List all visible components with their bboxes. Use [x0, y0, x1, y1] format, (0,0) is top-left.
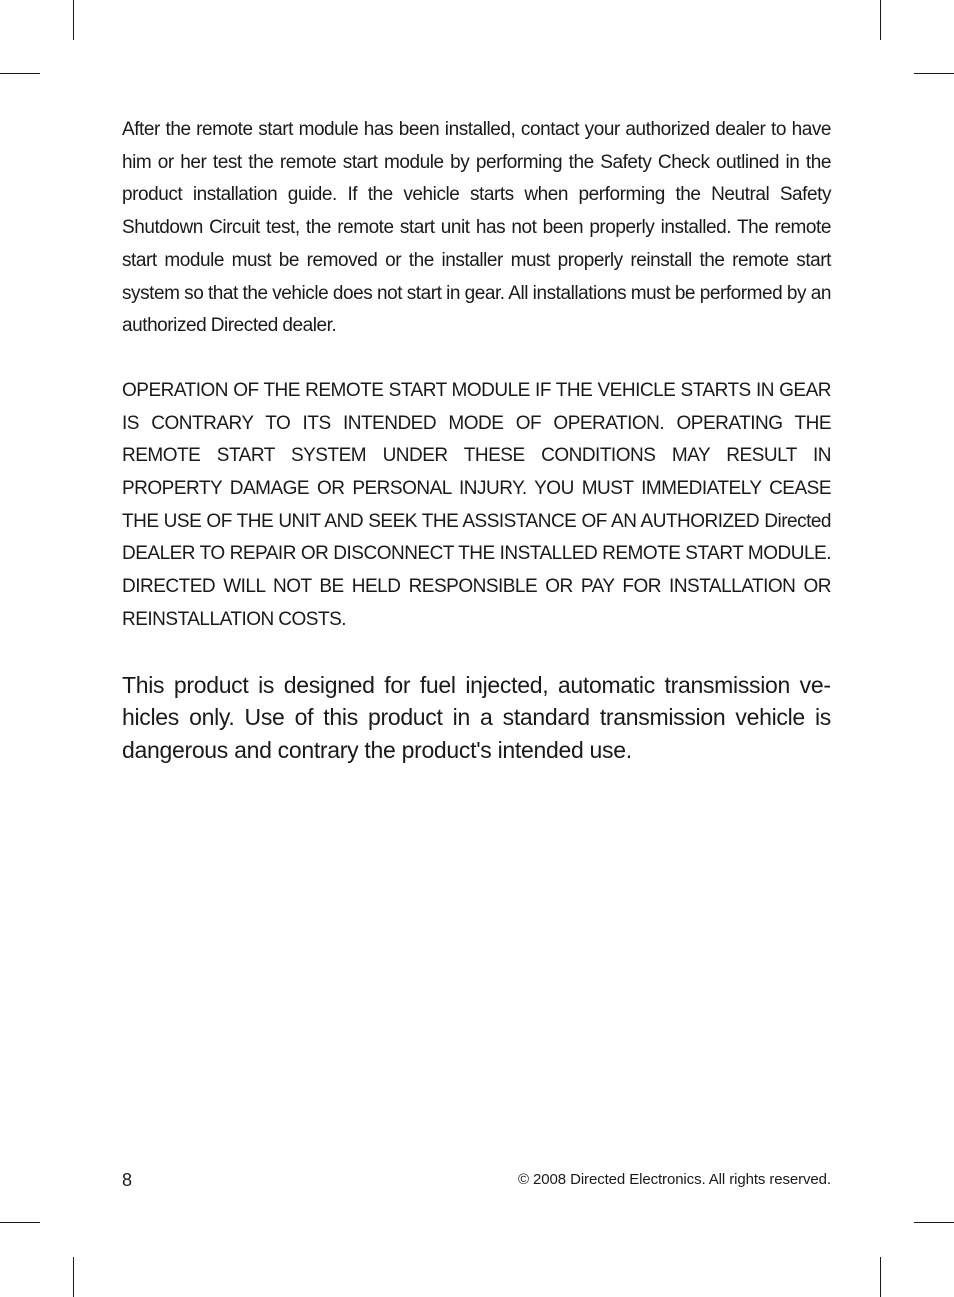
- paragraph-vehicle-compatibility: This product is designed for fuel injected, automatic transmission vehicles only. Use of this product in a standard transmission vehicle is dangerous and contrary the product's intended use.: [122, 671, 831, 763]
- crop-mark-top-left-horizontal: [0, 73, 40, 74]
- paragraph-warning: [122, 375, 831, 637]
- crop-mark-top-right-vertical: [880, 0, 881, 40]
- copyright-notice: © 2008 Directed Electronics. All rights reserved.: [518, 1171, 831, 1188]
- crop-mark-bottom-right-horizontal: [914, 1222, 954, 1223]
- warning-text-part-2: DEALER TO REPAIR OR DISCONNECT THE INSTALLED REMOTE START MODULE. DIRECTED WILL NOT BE HELD RESPONSIBLE OR PAY FOR INSTALLATION OR REINSTALLATION COSTS.: [122, 543, 831, 630]
- crop-mark-bottom-right-vertical: [880, 1257, 881, 1297]
- page-number: 8: [122, 1170, 133, 1190]
- crop-mark-bottom-left-vertical: [73, 1257, 74, 1297]
- page-footer: [122, 1168, 831, 1192]
- crop-mark-top-right-horizontal: [914, 73, 954, 74]
- crop-mark-top-left-vertical: [73, 0, 74, 40]
- warning-text-part-1: OPERATION OF THE REMOTE START MODULE IF THE VEHICLE STARTS IN GEAR IS CONTRARY TO ITS INTENDED MODE OF OPERATION. OPERATING THE REMOTE START SYSTEM UNDER THESE CONDITIONS MAY RESULT IN PROPERTY DAMAGE OR PERSONAL INJURY. YOU MUST IMMEDIATELY CEASE THE USE OF THE UNIT AND SEEK THE ASSISTANCE OF AN AUTHORIZED: [122, 379, 831, 532]
- document-body: [122, 114, 831, 767]
- paragraph-installation-check: After the remote start module has been installed, contact your authorized dealer to have him or her test the remote start module by performing the Safety Check outlined in the product installation guide. If the vehicle starts when performing the Neutral Safety Shutdown Circuit test, the remote start unit has not been properly installed. The remote start module must be removed or the installer must properly reinstall the remote start system so that the vehicle does not start in gear. All installations must be performed by an authorized Directed dealer.: [122, 119, 831, 337]
- crop-mark-bottom-left-horizontal: [0, 1222, 40, 1223]
- warning-brand-name: Directed: [764, 510, 831, 532]
